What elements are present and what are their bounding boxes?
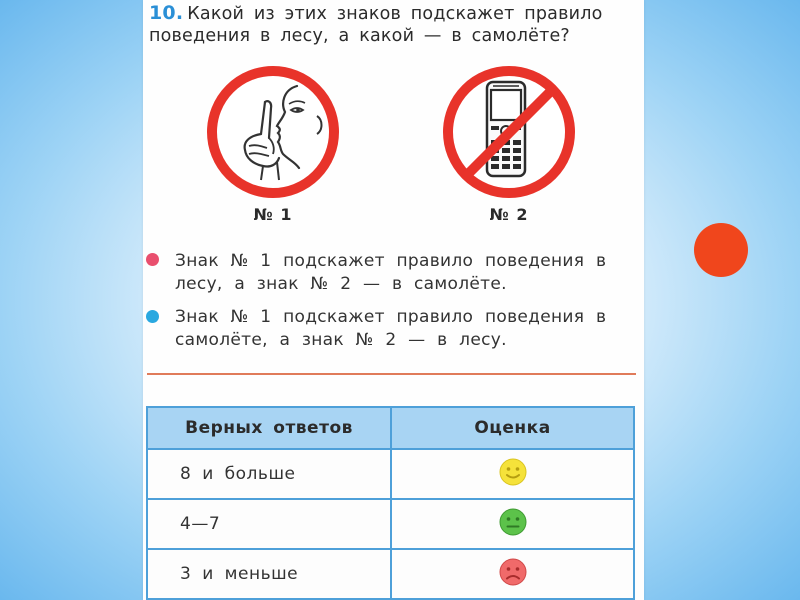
grade-cell — [391, 499, 634, 549]
sign-2-label: № 2 — [489, 205, 529, 224]
happy-face-icon — [498, 457, 528, 487]
grading-table — [146, 406, 635, 600]
grade-cell — [391, 449, 634, 499]
textbook-page — [143, 0, 644, 600]
table-header-row — [147, 407, 634, 449]
decor-red-dot — [694, 223, 748, 277]
divider — [147, 373, 636, 375]
answer-2-text: Знак № 1 подскажет правило поведения в самолёте, а знак № 2 — в лесу. — [175, 307, 607, 350]
table-row — [147, 449, 634, 499]
neutral-face-icon — [498, 507, 528, 537]
silence-sign-icon — [205, 64, 341, 200]
question — [149, 2, 639, 47]
question-text: Какой из этих знаков подскажет правило поведения в лесу, а какой — в самолёте? — [149, 4, 603, 46]
question-number: 10. — [149, 2, 184, 24]
grade-cell — [391, 549, 634, 599]
sad-face-icon — [498, 557, 528, 587]
answer-1-bullet[interactable] — [146, 253, 159, 266]
sign-1-label: № 1 — [253, 205, 293, 224]
table-row — [147, 549, 634, 599]
row-range: 4—7 — [147, 499, 391, 549]
table-row — [147, 499, 634, 549]
header-correct-answers: Верных ответов — [147, 407, 391, 449]
answer-2-bullet[interactable] — [146, 310, 159, 323]
row-range: 8 и больше — [147, 449, 391, 499]
header-grade: Оценка — [391, 407, 634, 449]
row-range: 3 и меньше — [147, 549, 391, 599]
no-phone-sign-icon — [441, 64, 577, 200]
answer-1-text: Знак № 1 подскажет правило поведения в лесу, а знак № 2 — в самолёте. — [175, 251, 607, 294]
